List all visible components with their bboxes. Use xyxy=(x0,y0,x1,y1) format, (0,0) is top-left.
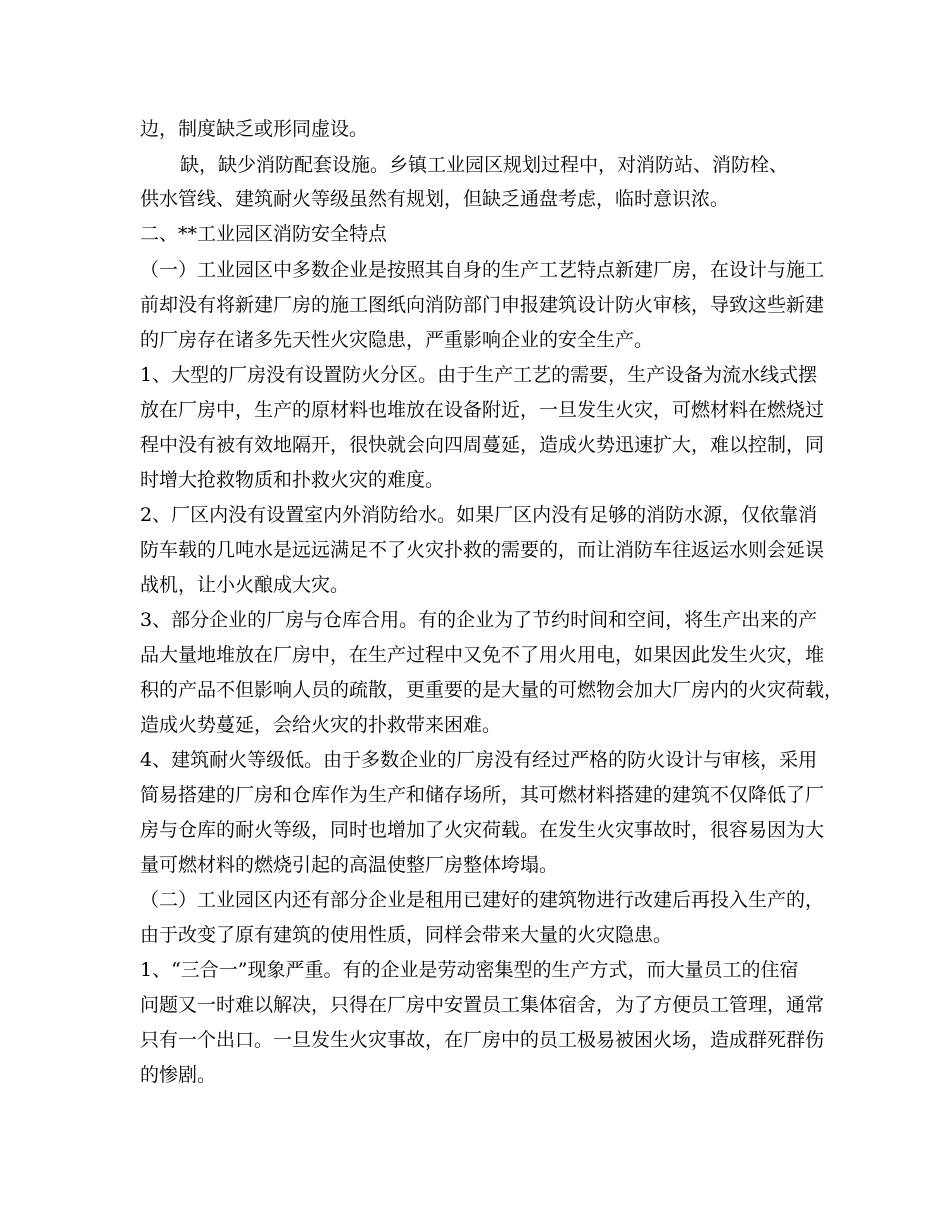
section-heading: 二、**工业园区消防安全特点 xyxy=(140,223,388,245)
text-line: 边，制度缺乏或形同虚设。 xyxy=(140,118,369,140)
text-line: 只有一个出口。一旦发生火灾事故，在厂房中的员工极易被困火场，造成群死群伤 xyxy=(140,1029,825,1051)
text-line: 积的产品不但影响人员的疏散，更重要的是大量的可燃物会加大厂房内的火灾荷载， xyxy=(140,679,844,701)
text-line: （一）工业园区中多数企业是按照其自身的生产工艺特点新建厂房，在设计与施工 xyxy=(140,259,825,281)
text-line: 程中没有被有效地隔开，很快就会向四周蔓延，造成火势迅速扩大，难以控制，同 xyxy=(140,434,825,456)
text-line: 4、建筑耐火等级低。由于多数企业的厂房没有经过严格的防火设计与审核，采用 xyxy=(140,749,818,771)
text-line: 3、部分企业的厂房与仓库合用。有的企业为了节约时间和空间，将生产出来的产 xyxy=(140,609,818,631)
text-line: 1、大型的厂房没有设置防火分区。由于生产工艺的需要，生产设备为流水线式摆 xyxy=(140,364,818,386)
text-line: 1、“三合一”现象严重。有的企业是劳动密集型的生产方式，而大量员工的住宿 xyxy=(140,959,799,981)
text-line: 造成火势蔓延，会给火灾的扑救带来困难。 xyxy=(140,714,502,736)
text-line: 的惨剧。 xyxy=(140,1064,217,1086)
text-line: 问题又一时难以解决，只得在厂房中安置员工集体宿舍，为了方便员工管理，通常 xyxy=(140,994,825,1016)
text-line: 由于改变了原有建筑的使用性质，同样会带来大量的火灾隐患。 xyxy=(140,924,673,946)
text-line: 2、厂区内没有设置室内外消防给水。如果厂区内没有足够的消防水源，仅依靠消 xyxy=(140,504,818,526)
text-line: 供水管线、建筑耐火等级虽然有规划，但缺乏通盘考虑，临时意识浓。 xyxy=(140,188,730,210)
text-line: 的厂房存在诸多先天性火灾隐患，严重影响企业的安全生产。 xyxy=(140,329,654,351)
text-line: 缺，缺少消防配套设施。乡镇工业园区规划过程中，对消防站、消防栓、 xyxy=(180,154,789,176)
text-line: 时增大抢救物质和扑救火灾的难度。 xyxy=(140,469,445,491)
text-line: 放在厂房中，生产的原材料也堆放在设备附近，一旦发生火灾，可燃材料在燃烧过 xyxy=(140,399,825,421)
text-line: 房与仓库的耐火等级，同时也增加了火灾荷载。在发生火灾事故时，很容易因为大 xyxy=(140,819,825,841)
text-line: 品大量地堆放在厂房中，在生产过程中又免不了用火用电，如果因此发生火灾，堆 xyxy=(140,644,825,666)
text-line: 量可燃材料的燃烧引起的高温使整厂房整体垮塌。 xyxy=(140,854,559,876)
text-line: 战机，让小火酿成大灾。 xyxy=(140,574,350,596)
text-line: 简易搭建的厂房和仓库作为生产和储存场所，其可燃材料搭建的建筑不仅降低了厂 xyxy=(140,784,825,806)
text-line: （二）工业园区内还有部分企业是租用已建好的建筑物进行改建后再投入生产的， xyxy=(140,889,825,911)
text-line: 前却没有将新建厂房的施工图纸向消防部门申报建筑设计防火审核，导致这些新建 xyxy=(140,294,825,316)
text-line: 防车载的几吨水是远远满足不了火灾扑救的需要的，而让消防车往返运水则会延误 xyxy=(140,539,825,561)
